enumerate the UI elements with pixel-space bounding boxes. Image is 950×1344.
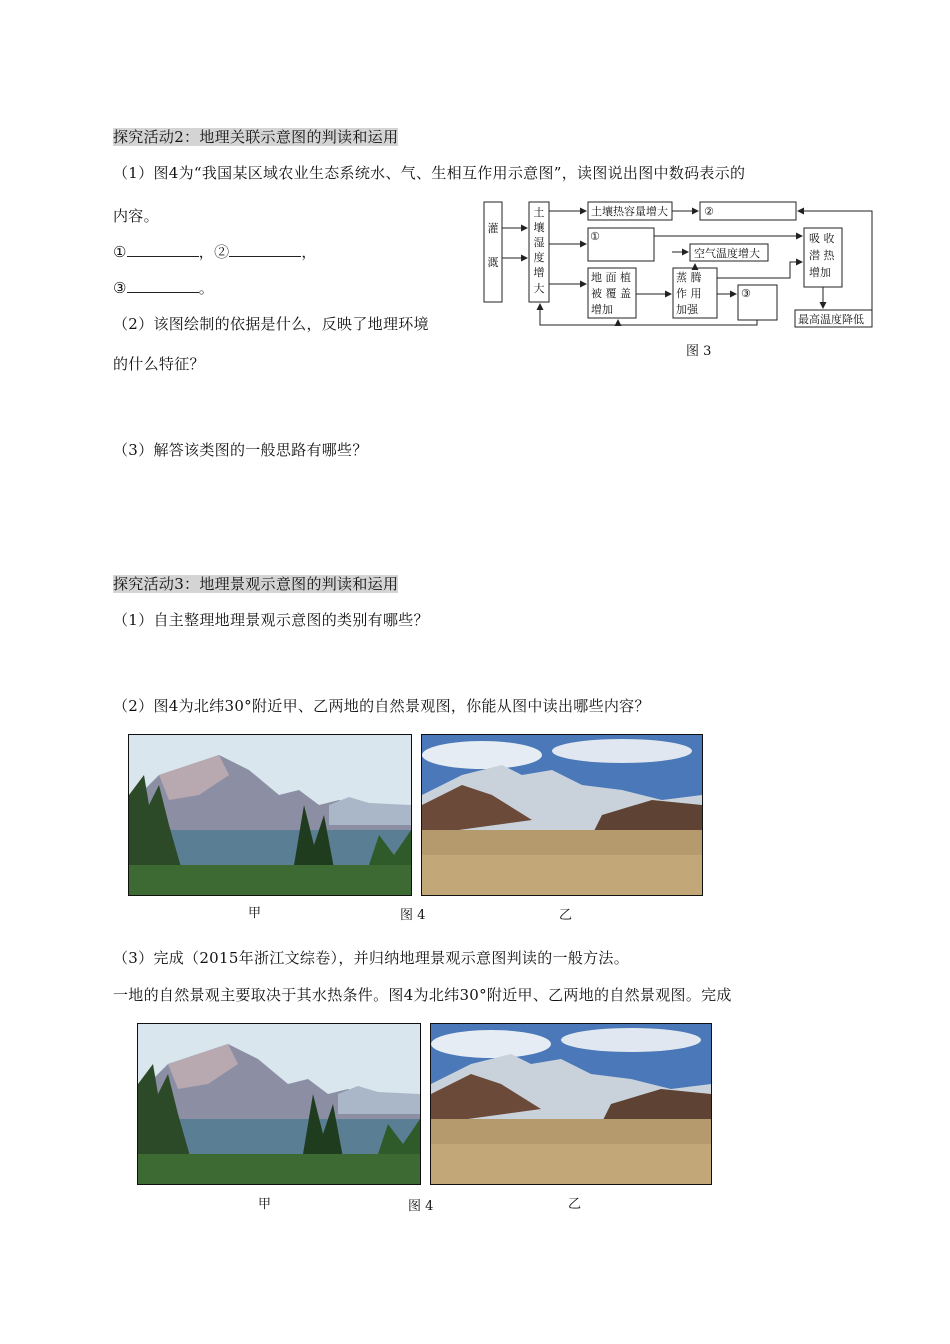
activity3-heading: 探究活动3：地理景观示意图的判读和运用 (113, 575, 399, 593)
box-2 (700, 202, 796, 220)
svg-text:灌: 灌 (487, 222, 499, 235)
blank-row-2: ③ 。 (113, 279, 215, 297)
answer-blank-1[interactable] (127, 242, 199, 257)
svg-text:增加: 增加 (591, 303, 613, 316)
svg-text:被 覆 盖: 被 覆 盖 (591, 287, 631, 300)
blank1-label: ① (113, 243, 127, 261)
air-humidity-label: 空气温度增大 (694, 247, 760, 260)
activity2-q1-line2: 内容。 (113, 207, 159, 225)
svg-text:作 用: 作 用 (676, 287, 702, 300)
svg-text:土: 土 (533, 206, 545, 219)
ecosystem-interaction-diagram (478, 196, 878, 366)
figure-3-caption: 图 3 (686, 344, 712, 359)
svg-text:溉: 溉 (487, 256, 499, 269)
svg-text:潜 热: 潜 热 (809, 249, 835, 262)
landscape-photo-a-repeat (137, 1023, 421, 1185)
irrigation-box (484, 202, 502, 302)
photo-b-label: 乙 (559, 908, 573, 923)
answer-blank-3[interactable] (127, 278, 199, 293)
svg-text:增: 增 (533, 266, 545, 279)
svg-text:增加: 增加 (809, 266, 831, 279)
irrigation-label (488, 221, 499, 269)
box-3-label: ③ (741, 287, 751, 300)
soil-heat-label: 土壤热容量增大 (591, 205, 668, 218)
activity2-q3: （3）解答该类图的一般思路有哪些？ (113, 441, 368, 459)
svg-text:地 面 植: 地 面 植 (591, 271, 631, 284)
answer-blank-2[interactable] (229, 242, 301, 257)
svg-text:加强: 加强 (676, 303, 698, 316)
photo-a-label-repeat: 甲 (258, 1197, 272, 1212)
figure-4-caption: 图 4 (400, 908, 426, 923)
svg-text:大: 大 (533, 282, 545, 295)
figure-4-caption-repeat: 图 4 (408, 1199, 434, 1214)
box-2-label: ② (704, 205, 714, 218)
svg-text:度: 度 (533, 251, 545, 264)
svg-text:壤: 壤 (533, 221, 545, 234)
activity3-q1: （1）自主整理地理景观示意图的类别有哪些？ (113, 611, 429, 629)
absorb-heat-label (809, 231, 835, 279)
blank-row-1: ① ，② ， (113, 243, 317, 261)
photo-a-label: 甲 (248, 906, 262, 921)
activity3-body: 一地的自然景观主要取决于其水热条件。图4为北纬30°附近甲、乙两地的自然景观图。完成 (113, 986, 732, 1004)
activity3-q3: （3）完成（2015年浙江文综卷），并归纳地理景观示意图判读的一般方法。 (113, 949, 630, 967)
activity2-heading: 探究活动2：地理关联示意图的判读和运用 (113, 128, 399, 146)
photo-b-label-repeat: 乙 (568, 1197, 582, 1212)
soil-humidity-label (534, 205, 545, 295)
max-temp-label: 最高温度降低 (798, 313, 864, 326)
svg-text:吸 收: 吸 收 (809, 232, 835, 245)
svg-text:蒸 腾: 蒸 腾 (676, 271, 702, 284)
evaporation-label (676, 270, 702, 316)
landscape-photo-b-repeat (430, 1023, 712, 1185)
ground-cover-label (591, 270, 631, 316)
landscape-photo-a (128, 734, 412, 896)
activity2-q1-line1: （1）图4为“我国某区域农业生态系统水、气、生相互作用示意图”，读图说出图中数码表示的 (113, 164, 746, 182)
landscape-photo-b (421, 734, 703, 896)
blank3-label: ③ (113, 279, 127, 297)
box-1-label: ① (590, 230, 600, 243)
activity2-q2-line1: （2）该图绘制的依据是什么，反映了地理环境 (113, 315, 429, 333)
activity2-q2-line2: 的什么特征？ (113, 355, 205, 373)
blank2-label: ② (214, 243, 230, 261)
svg-text:湿: 湿 (533, 236, 545, 249)
activity3-q2: （2）图4为北纬30°附近甲、乙两地的自然景观图，你能从图中读出哪些内容？ (113, 697, 650, 715)
